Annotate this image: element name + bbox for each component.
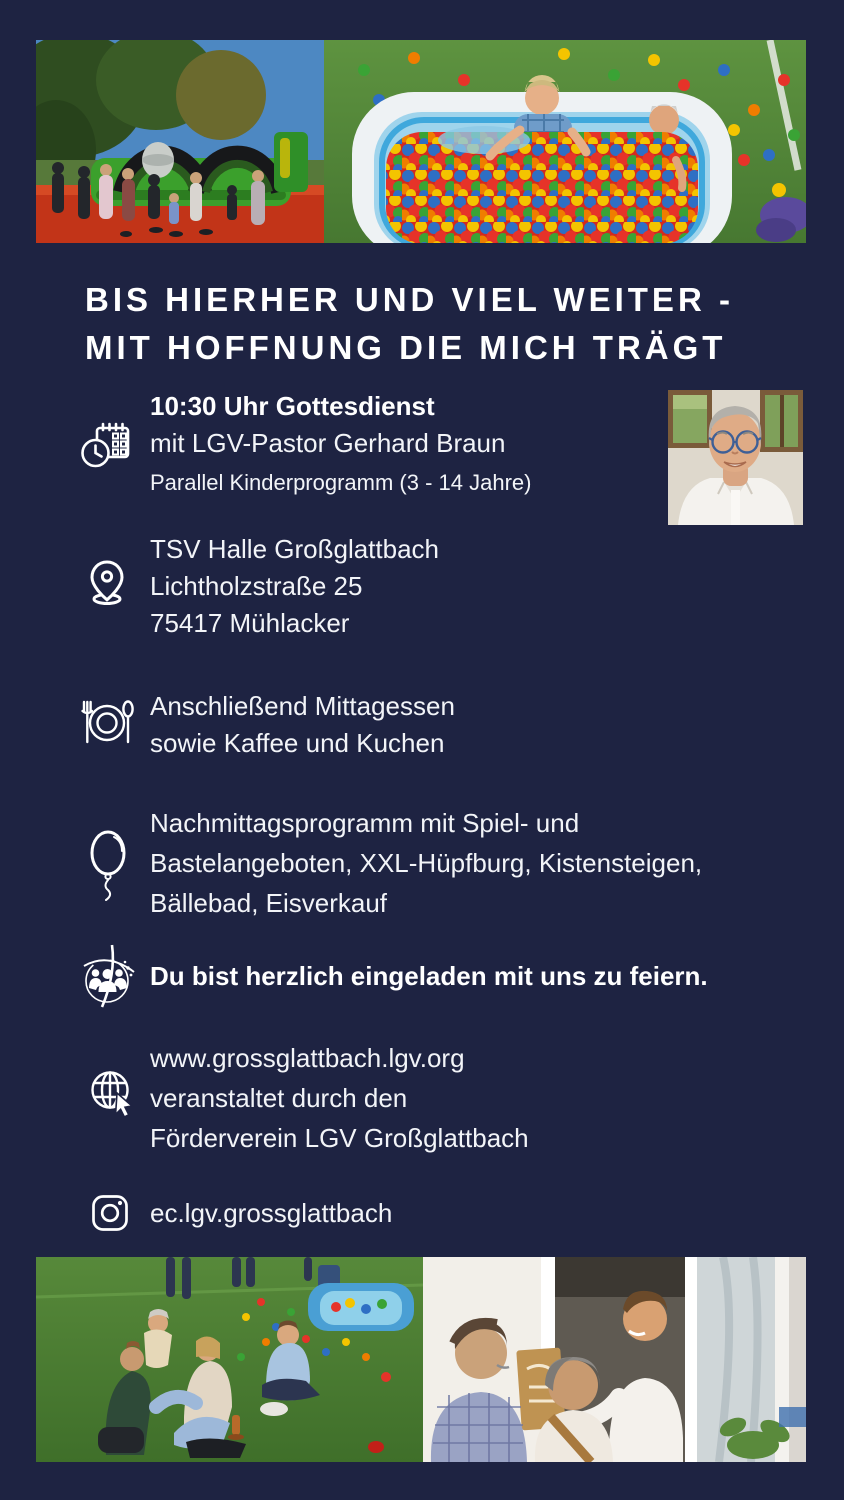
lawn-picnic-photo [36, 1257, 423, 1462]
location-pin-icon [84, 558, 130, 606]
headline-line2: MIT HOFFNUNG DIE MICH TRÄGT [85, 328, 727, 366]
location-street: Lichtholzstraße 25 [150, 571, 363, 601]
web-line3: Förderverein LGV Großglattbach [150, 1123, 529, 1153]
bouncy-castle-photo [36, 40, 324, 243]
schedule-kids: Parallel Kinderprogramm (3 - 14 Jahre) [150, 470, 532, 495]
ball-pit-pool-photo [324, 40, 806, 243]
web-block [150, 1038, 529, 1158]
lgv-logo-icon [76, 944, 140, 1008]
instagram-icon [90, 1193, 130, 1233]
location-venue: TSV Halle Großglattbach [150, 534, 440, 564]
invitation-block [150, 958, 708, 995]
meal-block [150, 688, 455, 762]
globe-cursor-icon [86, 1066, 138, 1118]
balloon-icon [88, 828, 130, 902]
instagram-block [150, 1195, 392, 1232]
instagram-handle[interactable]: ec.lgv.grossglattbach [150, 1198, 393, 1228]
headline [85, 276, 805, 372]
meal-plate-icon [78, 697, 136, 747]
afternoon-block [150, 803, 702, 923]
meal-line1: Anschließend Mittagessen [150, 691, 455, 721]
doorway-conversation-photo [423, 1257, 806, 1462]
pastor-gerhard-braun-photo [668, 390, 803, 525]
schedule-pastor: mit LGV-Pastor Gerhard Braun [150, 428, 506, 458]
headline-line1: BIS HIERHER UND VIEL WEITER - [85, 281, 734, 318]
invitation-text: Du bist herzlich eingeladen mit uns zu feiern. [150, 961, 708, 991]
afternoon-line1: Nachmittagsprogramm mit Spiel- und [150, 808, 580, 838]
schedule-block [150, 388, 532, 500]
website-url[interactable]: www.grossglattbach.lgv.org [150, 1043, 465, 1073]
afternoon-line2: Bastelangeboten, XXL-Hüpfburg, Kistensteigen, [150, 848, 703, 878]
afternoon-line3: Bällebad, Eisverkauf [150, 888, 388, 918]
location-city: 75417 Mühlacker [150, 608, 350, 638]
meal-line2: sowie Kaffee und Kuchen [150, 728, 445, 758]
web-line2: veranstaltet durch den [150, 1083, 408, 1113]
location-block [150, 531, 439, 642]
schedule-time: 10:30 Uhr Gottesdienst [150, 391, 435, 421]
calendar-clock-icon [80, 420, 132, 472]
